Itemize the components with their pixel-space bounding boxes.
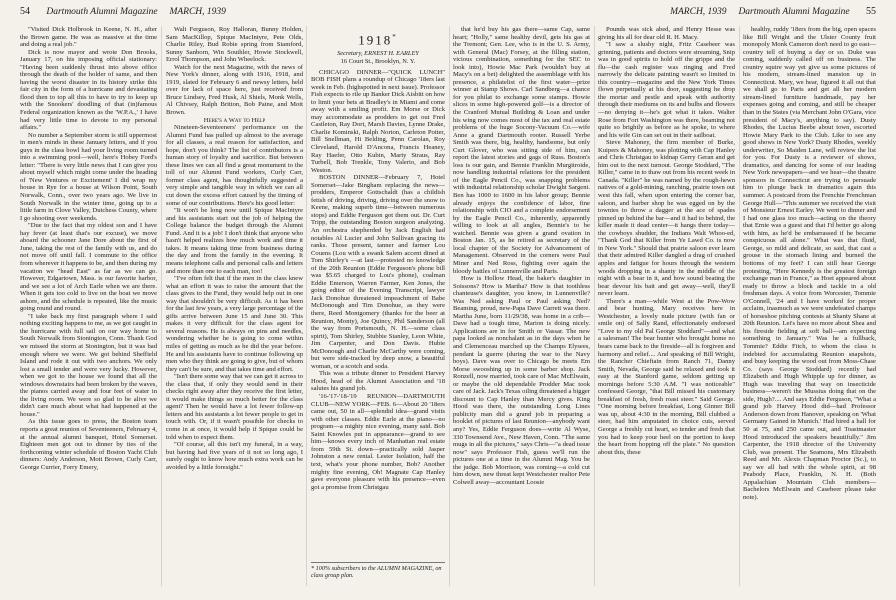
paragraph: No number a September storm is still uppermost in men's minds in these January letters, and if you guys in the class bowl had your living room turned into a swimming pool—well, here's Hobey Ford's letter: "There is very little news that I can give you about myself which might come under the heading of 'New Ventures or Excitement' I did wrap my house in Rye for a house at Wilson Point, South Norwalk, Conn., over two years ago. We live in South Norwalk in the winter time, going up to a little farm in Clove Valley, Dutchess County, where I go shooting over weekends. xyxy=(20,131,157,222)
right-page-header xyxy=(670,6,876,17)
column-rule xyxy=(306,26,307,586)
paragraph: "I take back my first paragraph where I said nothing exciting happens to me, as we got caught in the hurricane with full sail on our way home to South Norwalk from Stonington, Conn. Thank God we missed the storm at Stonington, but it was bad enough where we were. We got behind Sheffield Island and rode it out with two anchors. We only lost a small tender and were very lucky. However, when we got to the house we found that all the windows downstairs had been broken by the waves, the pianos carried away and four feet of water in the living room. We were so glad to be alive we didn't care much about what had happened at the house." xyxy=(20,312,157,418)
right-magazine-title: Dartmouth Alumni Magazine xyxy=(738,7,850,17)
column-6 xyxy=(743,26,876,592)
paragraph: Steve Mahoney, the firm member of Burke, Kuipers & Mahoney, was plotting with Cap Hanley and Chris Christgau to kidnap Gerry Geran and get him out to the next turnout. George Stoddard, "The Killer," came in to thaw out from his recent week in Canada. "Killer" he was named by the rough-hewn natives of a gold-mining, ranching, prairie town out west this fall, when upon entering the corner bar, saloon, and barber shop he was egged on by the townies to throw a dagger at the ace of spades pinned up behind the bar—and it had to behind, the killer made it dead center—it hangs there today—the cowboys shudder, the Indians Walt Whoo-ed, "Thank God that Killer from Ye Lawd Co. is now in New York." Should that prairie saloon ever learn that their admired Killer dangled a drag of crushed apples and fatigue for hours through the western woods dropping in a shanty in the middle of the night with a bear in it, and how sound beating the bear devour his bait and get away—well, they'll never learn. xyxy=(598,139,735,298)
paragraph: How is Hollow Head, the baker's daughter in Soissons? How is Martha? How is that toothless chanteuse's daughter, you know, in Lunnenville? Was Ned asking Paul or Paul asking Ned? Beaming, proud, new-Papa Dave Carrett was there. Martha June, born 11/29/38, was home in a crib—Dave had a tough time, Marion is doing nicely. Applications are in for Smith or Vassar. The new papa looked as nonchalant as in the days when he and Clemenceau marched up the Champs Elysees, pendant la guerre (during the war to the Navy boys). Dave was over to Chicago be meets Em Morse swooshing up in some barber shop. Jack Ronzell, now married, took care of Mac McElwain, or maybe the old dependable Prodder Mac took care of Jack. Jack's Texas oiling threatened a bigger discount to Cap Hanley than Mercy gives. King Hood was there, the outstanding Long Lines publicity man did a grand job in preparing a booklet of pictures of last Reunion—anybody want any? Yes, Eddie Ferguson does—write Al Wyse, 330 Townsend Ave., New Haven, Conn. "The same mugs in all the pictures," says Chris—"a dead issue now" says Professor Fish, guess we'll run the pictures one at a time in the Alumni Mag. You be the judge. Bob Morrison, was coming—a cold cut him down, new threat kept Westchester realtor Pete Colwell away—accountant Loosie xyxy=(453,275,590,486)
column-3 xyxy=(311,26,445,558)
class-year: 1918 xyxy=(358,32,393,48)
right-page-number: 55 xyxy=(866,6,876,17)
secretary-address: 16 Court St., Brooklyn, N. Y. xyxy=(340,57,416,65)
left-page-header xyxy=(20,6,226,17)
paragraph: Pounds was sick abed, and Henry Hesse was giving his all for dear old R. H. Macy. xyxy=(598,26,735,41)
paragraph: As this issue goes to press, the Boston team reports a great reunion of Seventeeners, February 4, at the annual alumni banquet, Hotel Somerset. Eighteen men got out to dinner by ties of the forthcoming winter schedule of Boston Yacht Club dinners: Andy Anderson, Mott Brown, Curly Carr, George Currier, Forry Emery, xyxy=(20,418,157,471)
paragraph: This was a tribute dinner to President Harvey Hood, head of the Alumni Association and '18 salutes his grand job. xyxy=(311,370,445,393)
paragraph: Dick is now mayor and wrote Don Brooks, January 17, on his imposing official stationary: "Having been suddenly thrust into above office through the death of the holder of same, and then having the worst disaster in its history strike this fair city in the form of a hurricane and devastating flood then to top all this to have to try to keep up with the Snookers' doodling of that (in)famous Federal organization known as the 'W.P.A.,' I have had very little time to devote to my personal affairs." xyxy=(20,48,157,132)
paragraph: "Of course, all this isn't my funeral, in a way, but having had five years of it not so long ago, I surely ought to know how much extra work can be avoided by a little foresight." xyxy=(166,441,303,471)
paragraph: Watch for the next Magazine, with the news of New York's dinner, along with 1916, 1918, and 1919, slated for February 6 and newsy letters, held over for lack of space here, just received from Bruce Lindsey, Fred Husk, Al Shiels, Monk Wells, Al Chivsey, Ralph Britton, Bob Paine, and Mott Brown. xyxy=(166,63,303,117)
paragraph: "I saw a slushy night, Fritz Casebeer was grinning, patients and doctors were streaming, Snip was in good spirits to hold off the grippe and the flu—the cash register was ringing and Fred narrowly the delicate painting wasn't so limited in this country—magazine and the New York Times flown perpetually at his door, suggesting he drop the mortar and pestle and speak with authority through their mediums on its and bulbs and flowers—no denying it—he's got what it takes. Walter Rose from Fort Washington was there, beaming not quite so brightly as before as he spoke, to where and his wife Gin can set out in their sailboat. xyxy=(598,41,735,139)
paragraph: Nineteen-Seventeeners' performance on the Alumni Fund has pulled up almost to the average for all classes, a real reason for satisfaction, and hope, don't you think? The list of contributors is a human story of loyalty and sacrifice. But between these lines we can all find a great monument to the toll of our Alumni Fund workers, Curly Carr, former class agent, has thoughtfully suggested a very simple and tangible way in which we can all cut down the excess effort caused by the timing of some of our contributions. Here's his good letter: xyxy=(166,124,303,207)
column-5 xyxy=(598,26,735,592)
column-4 xyxy=(453,26,590,592)
column-rule xyxy=(739,26,740,586)
paragraph: BOSTON DINNER—February 7, Hotel Somerset—Jake Bingham replacing the news—prodders, Emperor Gottschaldt (has a childish fetish of driving, driving, driving over the snow to Keene, making superb time—between numerous stops) and Eddie Ferguson got them out. Dr. Curt Tripp, the outstanding Boston surgeon analyzing. An orchestra shepherded by Jack English had notables Al Lucier and John Sullivan gracing its ranks. Those present, tanner and farmer Lou Couens (Lou with a swank Salem accent dined at Tom Shirley's —at last—protested no knowledge of the 20th Reunion (Eddie Ferguson's phone bill was $5.65 charged to Lou's phone), coalman Eddie Emerson, Warren Farmer, Ken Jones, the going editor of the Evening Transcript, lawyer Jack Donohue threatened impeachment of Babe McDonough and Tim Donohue, as they were there, Reed Montgomery (thanks for the beer at Reunion, Monty), Joe Quincy, Phil Sanderson (all the way from Portsmouth, N. H.—some class spirit), Tom Shirley, Stubbie Stanley, Leon White, Jim Carpenter, and Don Davis. Hubie McDonough and Charlie McCarthy were coming, but were side-tracked by deep snow, a beautiful woman, or a scotch and soda. xyxy=(311,174,445,370)
paragraph: Walt Ferguson, Roy Halloran, Bunny Holden, Sam MacKillop, Spique MacIntyre, Pete Olds, Charlie Riley, Bud Robie spring from Stamford, Sunny Sanborn, Win Southler, Howie Stockwell, Errol Thompson, and John Wheelock. xyxy=(166,26,303,64)
paragraph: healthy, ruddy '18ers from the big, open spaces like Bill Wright and the Ulster County fruit monopoly Monk Cameron don't need to go east—country tell of buying a day or so. Duke was coming, suddenly called off on business. The country squire way yet give us some pictures of his modern, stream-lined mansion up in Connecticut. Mary, we hear, figured it all out that we shall go to Paris and get all her modern stream-lined furniture handmade, pay her expenses going and coming, and still be cheaper than in the States (via Merchant John O'Gara, vice president of Macy's, anything to say). Dusty Rhodes, the Lucius Beebe about town, escorted Howie Mary Park to the Club. Like to see any good shows in New York? Dusty Rhodes, weekly underwriter, So Maiden Lane, will review the list for you. For Dusty is a reviewer of shows, dramatics, and dancing for some of our leading New York newspapers—and we hear—the theatre sponsors in Connecticut are trying to persuade him to plunge back in dramatics again this summer. A postcard from the Frenchie Frenchman George Hull—"This summer we received the visit of Monsieur Ernest Earley. We went to dinner and I had one glass too much—acting on the theory that Ernie was a guest and that I'd better go along with him, as he'd be embarrassed if he became conspicuous all alone." What was that fluid, George, so mild and delicate, so said, that cast a grouse in the stomach lining and burned the bottoms of my feet? I can still hear George protesting, "Here Kennedy is the greatest foreign exchange man in France," as Hoet appeared about ready to throw a block and tackle in a old freshman days. A voice from Worcester, Tommie O'Connell, '24 and I have worked for proper acclaim, inasmuch as we were undefeated champs of horseshoe pitching contests at Shanty Shane at 20th Reunion. Let's have no more about Shea and his fireside fielding at soft ball—am expecting something in January." Was he a fullback, Tommie? Eddie Fitch, to whom the class is indebted for accumulating Reunion snapshots, and busy keeping the wood out from Moss-Chase Co. (says George Stoddard) recently had Elizabeth and Hugh Whipple up for dinner, as Hugh was traveling that way on insecticide business—weren't the Mussius doing that on the side, Hugh?.... And says Eddie Ferguson, "What a grand job Harvey Hood did—had Professor Anderson down from Hanover, speaking on 'What Germany Gained in Munich.' Had hired a hall for 50 at 75, and 250 came out, and Toastmaster Hood introduced the speakers beautifully." Jim Carpenter, the 1918 director of the University Club, was present. The Seamons, Mrs Elizabeth Reed and Mr. Alexis Chapman Proctor (Sc.), to say we all had with the whole spirit, at 98 Peabody Place, Franklin, N. H. (Both Appalachian Mountain Club members—Bachelors McElwain and Casebeer please take note). xyxy=(743,26,876,501)
paragraph: "Due to the fact that my oldest son and I have hay fever (at least that's our excuse), we move aboard the schooner Jane Dore about the first of June, taking the rest of the family with us, and do not move off until fall. I commute to the office from wherever it happens to be, and then during my vacation we "head East" as far as we can go. However, Edgartown, Mass. is our favorite harbor, and we see a lot of Arch Earle when we are there. When it gets too cold to live on the boat we move ashore, and the schedule is repeated, like the music going round and round. xyxy=(20,222,157,313)
paragraph: "I've often felt that if the men in the class knew what an effort it was to raise the amount that the class gives to the Fund, they would help out in one way that shouldn't be very difficult. As it has been for the last few years, a very large percentage of the gifts arrive between June 15 and June 30. This makes it very difficult for the class agent for several reasons. He is always on pins and needles, wondering whether he is going to come within miles of getting as much as he did the year before. He and his assistants have to continue following up men who they think are going to give, but of whom they can't be sure, and that takes time and effort. xyxy=(166,275,303,373)
paragraph: There's a man—while West at the Pow-Wow and bear hunting, Mary receives here in Westchester, a lovely nude picture (with fan or smile on) of Sally Rand, effectionately endorsed "Love to my old Pal George Stoddard"—and what a salesman! The bear hunter who brought home no bears came back to the fireside—all is forgiven and harmony and relief.... And speaking of Bill Wright, the Rancher Chieftain from Ranch 71, Danny Smith, Nevada, George said he relaxed and took it easy at the Stanford game, seldom getting up mornings before 5:30 A.M. "I was noticeable" confessed George, "that Bill missed his customary breakfast of fresh, fresh roast steer." Said George. "One morning before breakfast, Long Ginner Bill was up, about 4:30 in the morning, Bill clubbed a steer, had him amputated in choice cuts, served George a freshly cut heart, so tender and fresh that you had to keep your heel on the portion to keep the heart from hopping off the plate." No question about this, these xyxy=(598,297,735,456)
left-magazine-title: Dartmouth Alumni Magazine xyxy=(46,7,158,17)
left-issue-date: MARCH, 1939 xyxy=(169,7,226,17)
running-header xyxy=(0,6,896,22)
footnote-mark: * xyxy=(392,33,398,41)
left-page-number: 54 xyxy=(20,6,30,17)
paragraph: '16-'17-'18-'19 REUNION—DARTMOUTH CLUB—NEW YORK—FEB. 6—About 20 '18ers came out, 50 in all—splendid idea—grand visits with other classes. Eddie Earle at the piano—no program—a mighty nice evening, many said. Bob Saint Knowles put in appearance—grand to see him—knows every inch of Manhattan real estate from 59th St. down—practically sold Jasper Johnston a new rental. Lester Isolation, half the text, what's your phone number, Bob? Another mighty fine evening, Oh! Magnate Cap Hanley gave everyone pleasure with his presence—even got a promise from Christgau xyxy=(311,393,445,491)
paragraph: CHICAGO DINNER—"QUICK LUNCH" BOB FISH plans a roundup of Chicago '18ers last week in Feb. (highspotted in next issue). Professor Fish expects to rile up Banker Dick Aisbitt on how to limit your bets at Bradley's in Miami and come away with a smiling profit. Em Morse or Dick may accommodate as prodders to get out Fred Castleton, Ray Dort, Marsh Davies, Lynne Drake, Charlie Kominski, Ralph Norton, Carleton Potter, Bill Snellman, Hi Belding, Penn Carolan, Roy Cleveland, Harold D'Ancona, Francis Heaney, Ray Haefer, Otto Kubin, Marty Straus, Ray Turbell, Bob Trenkle, Tony Valerio, and Bob Weston. xyxy=(311,68,445,174)
column-2 xyxy=(166,26,303,592)
subsection-heading: Here's a Way to Help xyxy=(203,116,266,124)
footnote: * 100% subscribers to the ALUMNI MAGAZINE, on class group plan. xyxy=(311,562,445,579)
class-year-title xyxy=(311,30,445,47)
paragraph: "Isn't there some way that we can get it across to the class that, if only they would send in their checks right away after they receive the first letter, it would make things so much better for the class agent? Then he would have a lot fewer follow-up letters and his assistants a lot fewer people to get in touch with. Or, if it wasn't possible for checks to come in at once, it would help if Spique could be told when to expect them. xyxy=(166,373,303,441)
paragraph: that he'd buy his gas there—same Cap, same heart; "Holly," same healthy devil, gets his gas at the Tremont; Gen. Lee, who is in the U. S. Army, with General (Mac) Forsey, at the filling station, vicious combination, something for the SEC to look into), Howie Mac Park (wouldn't buy at Macy's on a bet) delighted the assemblage with his presence, a philatelist of the first water—prize winner at Stamp Shows. Carl Sandberg—a chance for you philat to exchange some stamps. Howie slices in some high-powered golf—is a director of the Cranford Mutual Building & Loan and under his wing now comes most of the tax and real estate problems of the huge Socony-Vacuum Co.—wife Anne a grand Dartmouth rooter. Russell Yerbe Smith was there, big, healthy, handsome, but only Curt Glover, who was sitting side of him, can report the latest stories and gags of Russ. Boston's loss is our gain, and Bennie Franklin Murgitroide, now handling industrial relations for the president of the Eagle Pencil Co., was snapping problems with industrial relationship scholar Dwight Sargent. Ben has 1000 to 1600 in his labor group; Bennie already enjoys the confidence of labor, fine relationship with CIO and a complete endorsement by the Eagle Pencil Co., inherently, apparently willing to look at all angles, Bennie's to be watched. Bennie was given a grand ovation in Boston Jan. 15, as he retired as secretary of the local chapter of the Society for Advancement of Management. Observed in the corners were Paul Miner and Ned Ross, fighting over again the bloody battles of Lunnenville and Paris. xyxy=(453,26,590,275)
page-fold xyxy=(449,26,450,586)
right-issue-date: MARCH, 1939 xyxy=(670,7,727,17)
paragraph: "Visited Dick Holbrook in Keene, N. H., after the Brown game. He was as massive at the time and doing a real job." xyxy=(20,26,157,49)
column-rule xyxy=(161,26,162,586)
paragraph: "It won't be long now until Spique MacIntyre and his assistants start out the job of helping the College balance the budget through the Alumni Fund. And it is a job! I don't think that anyone who hasn't helped realizes how much work and time it takes. It means taking time from business during the day and from the family in the evening. It means telephone calls and personal calls and letters and more than one to each man, too! xyxy=(166,207,303,275)
column-rule xyxy=(594,26,595,586)
class-secretary: Secretary, ERNEST H. EARLEY xyxy=(337,50,419,58)
column-1 xyxy=(20,26,157,592)
